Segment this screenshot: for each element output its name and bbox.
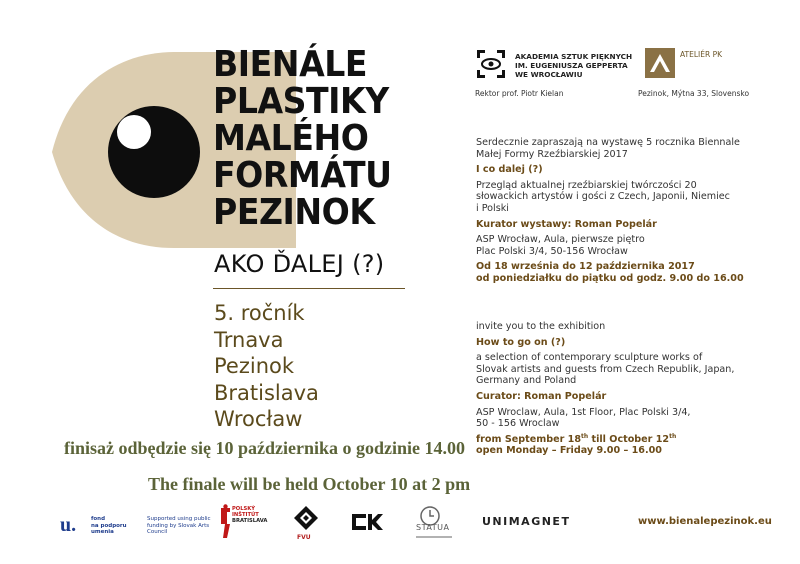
description-line: a selection of contemporary sculpture works of bbox=[476, 352, 703, 364]
english-info bbox=[476, 321, 776, 457]
english-dates bbox=[476, 434, 776, 446]
fond-line: umenia bbox=[91, 529, 114, 535]
description-line: i Polski bbox=[476, 202, 509, 214]
title-line: PLASTIKY bbox=[213, 81, 389, 122]
city-item: Pezinok bbox=[214, 354, 295, 378]
polish-institute-text bbox=[232, 506, 267, 524]
title-line: PEZINOK bbox=[213, 192, 375, 233]
academy-name bbox=[515, 52, 632, 79]
english-hours: open Monday – Friday 9.00 – 16.00 bbox=[476, 445, 662, 457]
academy-name-line: WE WROCŁAWIU bbox=[515, 70, 583, 79]
edition-label: 5. ročník bbox=[214, 301, 305, 325]
english-heading: How to go on (?) bbox=[476, 336, 566, 348]
fond-line: fond bbox=[91, 516, 106, 522]
intro-line: Małej Formy Rzeźbiarskiej 2017 bbox=[476, 148, 628, 160]
pib-line: POLSKÝ bbox=[232, 506, 256, 512]
polish-heading: I co dalej (?) bbox=[476, 164, 543, 176]
venue-line: ASP Wroclaw, Aula, 1st Floor, Plac Polski 3/4, bbox=[476, 406, 691, 418]
ck-logo-icon bbox=[350, 512, 384, 532]
dates-from: from September 18 bbox=[476, 433, 582, 445]
ordinal-suffix: th bbox=[581, 432, 589, 440]
website-link[interactable]: www.bienalepezinok.eu bbox=[638, 516, 772, 527]
title-line: MALÉHO bbox=[213, 118, 369, 159]
academy-logo-icon bbox=[475, 48, 507, 80]
support-line: Council bbox=[147, 529, 168, 535]
title-line: BIENÁLE bbox=[213, 44, 368, 85]
city-item: Wrocław bbox=[214, 407, 303, 431]
pib-line: INŠTITÚT bbox=[232, 512, 259, 518]
statua-logo-text: STATUA bbox=[416, 523, 450, 532]
dates-line: od poniedziałku do piątku od godz. 9.00 do 16.00 bbox=[476, 272, 744, 284]
city-item: Trnava bbox=[214, 327, 284, 352]
atelier-name: ATELIÉR PK bbox=[680, 50, 723, 59]
description-line: słowackich artystów i gości z Czech, Japonii, Niemiec bbox=[476, 191, 730, 203]
support-text bbox=[147, 516, 211, 536]
finissage-english: The finale will be held October 10 at 2 pm bbox=[148, 474, 471, 494]
academy-block bbox=[475, 44, 635, 84]
fvu-logo-text: FVU bbox=[297, 534, 311, 541]
support-line: funding by Slovak Arts bbox=[147, 522, 210, 529]
polish-curator: Kurator wystawy: Roman Popelár bbox=[476, 218, 657, 230]
polish-info bbox=[476, 137, 776, 285]
intro-line: Serdecznie zapraszają na wystawę 5 rocznika Biennale bbox=[476, 137, 740, 148]
ordinal-suffix: th bbox=[669, 432, 677, 440]
sponsor-bar bbox=[0, 496, 800, 546]
fond-line: na podporu bbox=[91, 522, 127, 529]
exhibition-subtitle: AKO ĎALEJ (?) bbox=[214, 250, 385, 278]
eye-highlight bbox=[117, 115, 151, 149]
pib-line: BRATISLAVA bbox=[232, 518, 268, 524]
academy-name-line: AKADEMIA SZTUK PIĘKNYCH bbox=[515, 52, 633, 61]
city-item: Bratislava bbox=[214, 380, 319, 405]
eye-pupil bbox=[108, 106, 200, 198]
divider bbox=[213, 288, 405, 289]
venue-line: ASP Wrocław, Aula, pierwsze piętro bbox=[476, 234, 645, 246]
exhibition-title bbox=[213, 46, 413, 231]
city-list bbox=[214, 300, 319, 433]
venue-line: 50 - 156 Wroclaw bbox=[476, 418, 560, 430]
atelier-address: Pezinok, Mýtna 33, Slovensko bbox=[638, 89, 750, 98]
finissage-polish: finisaż odbędzie się 10 października o godzinie 14.00 bbox=[64, 438, 466, 458]
english-curator: Curator: Roman Popelár bbox=[476, 390, 607, 402]
fond-logo-mark: u. bbox=[60, 514, 77, 536]
title-line: FORMÁTU bbox=[213, 155, 392, 196]
description-line: Przegląd aktualnej rzeźbiarskiej twórczości 20 bbox=[476, 179, 697, 191]
rektor-text: Rektor prof. Piotr Kielan bbox=[475, 89, 564, 98]
atelier-logo-icon bbox=[645, 48, 675, 78]
english-intro: invite you to the exhibition bbox=[476, 321, 606, 332]
dates-line: Od 18 września do 12 października 2017 bbox=[476, 261, 695, 273]
support-line: Supported using public bbox=[147, 516, 211, 522]
fond-logo-text bbox=[91, 516, 127, 536]
academy-name-line: IM. EUGENIUSZA GEPPERTA bbox=[515, 61, 628, 70]
venue-line: Plac Polski 3/4, 50-156 Wrocław bbox=[476, 245, 628, 257]
description-line: Germany and Poland bbox=[476, 375, 577, 387]
statua-logo-icon bbox=[414, 504, 454, 540]
description-line: Slovak artists and guests from Czech Republik, Japan, bbox=[476, 363, 735, 375]
unimagnet-logo: UNIMAGNET bbox=[482, 515, 571, 528]
dates-till: till October 12 bbox=[588, 433, 670, 445]
